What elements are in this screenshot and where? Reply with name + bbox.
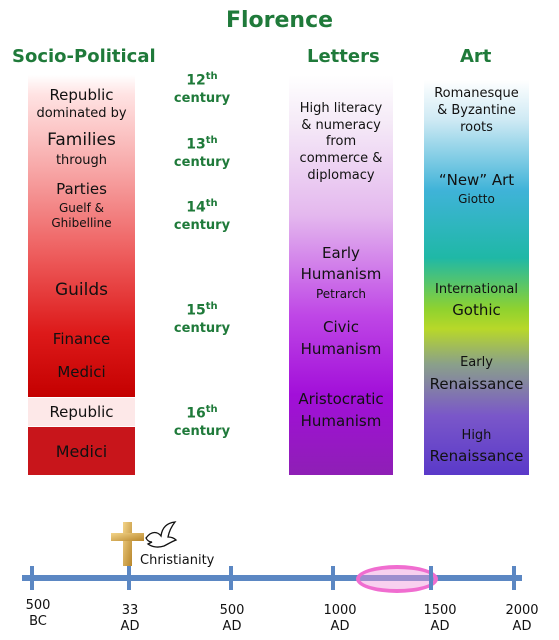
letters-aristocratic: Aristocratic bbox=[298, 390, 384, 408]
letters-line-4: commerce & bbox=[299, 151, 383, 166]
social-republic-2: Republic bbox=[49, 403, 114, 421]
highlight-ellipse bbox=[356, 565, 438, 593]
timeline-tick bbox=[30, 566, 34, 590]
christianity-label: Christianity bbox=[140, 553, 215, 568]
social-through: through bbox=[55, 153, 108, 168]
letters-civic-humanism: Humanism bbox=[300, 340, 382, 358]
timeline-label: 500 AD bbox=[219, 603, 245, 634]
art-early-renaissance: Renaissance bbox=[429, 375, 524, 393]
social-medici-1: Medici bbox=[57, 363, 106, 381]
socio-political-bar bbox=[28, 75, 135, 397]
social-ghibelline: Ghibelline bbox=[51, 216, 112, 230]
century-13: 13th century bbox=[173, 135, 231, 171]
timeline-tick bbox=[429, 566, 433, 590]
timeline-label: 1500 AD bbox=[423, 603, 457, 634]
letters-line-1: High literacy bbox=[299, 101, 383, 116]
letters-aristocratic-humanism: Humanism bbox=[300, 412, 382, 430]
art-high: High bbox=[461, 428, 492, 443]
letters-petrarch: Petrarch bbox=[315, 287, 367, 301]
social-families: Families bbox=[47, 130, 116, 150]
timeline-tick bbox=[512, 566, 516, 590]
letters-line-5: diplomacy bbox=[307, 168, 375, 183]
century-14: 14th century bbox=[173, 198, 231, 234]
art-byzantine: & Byzantine bbox=[437, 103, 516, 118]
timeline-label: 1000 AD bbox=[323, 603, 357, 634]
dove-icon bbox=[144, 520, 178, 550]
art-early: Early bbox=[460, 355, 493, 370]
timeline-label: 2000 AD bbox=[505, 603, 539, 634]
heading-socio-political: Socio-Political bbox=[12, 46, 156, 67]
art-gothic: Gothic bbox=[452, 301, 501, 319]
art-roots: roots bbox=[460, 120, 493, 135]
art-giotto: Giotto bbox=[458, 192, 495, 206]
social-parties: Parties bbox=[56, 180, 107, 198]
art-high-renaissance: Renaissance bbox=[429, 447, 524, 465]
timeline-label: 500 BC bbox=[25, 598, 51, 629]
social-guelf: Guelf & bbox=[58, 201, 105, 215]
century-12: 12th century bbox=[173, 71, 231, 107]
art-bar bbox=[424, 80, 529, 475]
timeline-axis bbox=[22, 575, 522, 581]
art-international: International bbox=[435, 282, 518, 297]
letters-civic: Civic bbox=[323, 318, 359, 336]
timeline-label: 33 AD bbox=[120, 603, 140, 634]
social-medici-2: Medici bbox=[55, 442, 108, 461]
letters-early: Early bbox=[322, 244, 360, 262]
heading-art: Art bbox=[460, 46, 492, 67]
art-romanesque: Romanesque bbox=[434, 86, 519, 101]
art-new-art: “New” Art bbox=[438, 171, 515, 189]
social-guilds: Guilds bbox=[54, 280, 109, 300]
letters-line-3: from bbox=[325, 134, 357, 149]
timeline-tick bbox=[127, 566, 131, 590]
century-16: 16th century bbox=[173, 404, 231, 440]
letters-line-2: & numeracy bbox=[301, 118, 381, 133]
social-finance: Finance bbox=[52, 330, 111, 348]
heading-letters: Letters bbox=[307, 46, 380, 67]
social-dominated: dominated by bbox=[36, 106, 127, 121]
letters-humanism: Humanism bbox=[300, 265, 382, 283]
timeline-tick bbox=[229, 566, 233, 590]
page-title: Florence bbox=[225, 8, 334, 33]
social-republic: Republic bbox=[49, 86, 114, 104]
century-15: 15th century bbox=[173, 301, 231, 337]
timeline-tick bbox=[331, 566, 335, 590]
